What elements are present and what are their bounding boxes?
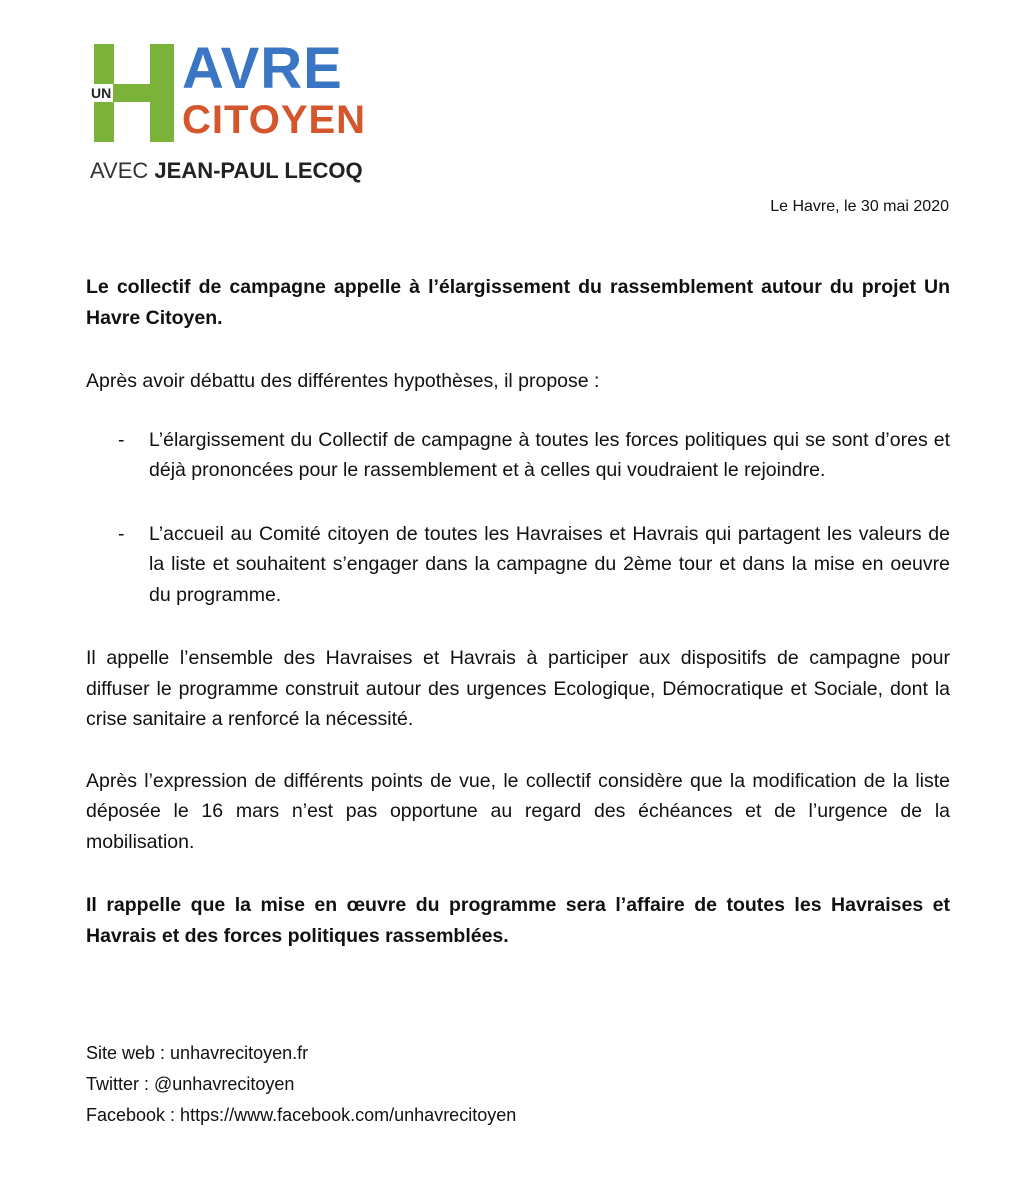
logo-name: JEAN-PAUL LECOQ: [154, 158, 363, 183]
contact-block: [86, 1038, 516, 1131]
contact-site: Site web : unhavrecitoyen.fr: [86, 1043, 309, 1063]
list-item: - L’élargissement du Collectif de campagne à toutes les forces politiques qui se sont d’ores et déjà prononcées pour le rassemblement et à celles qui voudraient le rejoindre.: [149, 425, 950, 486]
logo-subtitle: [90, 158, 363, 184]
views-paragraph: Après l’expression de différents points de vue, le collectif considère que la modification de la liste déposée le 16 mars n’est pas opportune au regard des échéances et de l’urgence de la mobilisation.: [86, 769, 950, 853]
contact-twitter: Twitter : @unhavrecitoyen: [86, 1074, 295, 1094]
intro-paragraph: Après avoir débattu des différentes hypothèses, il propose :: [86, 370, 600, 392]
document-date: Le Havre, le 30 mai 2020: [770, 198, 949, 215]
contact-facebook: Facebook : https://www.facebook.com/unhavrecitoyen: [86, 1105, 517, 1125]
logo-avec: AVEC: [90, 158, 149, 183]
logo-un: UN: [91, 85, 112, 101]
call-paragraph: Il appelle l’ensemble des Havraises et Havrais à participer aux dispositifs de campagne pour diffuser le programme construit autour des urgences Ecologique, Démocratique et Sociale, dont la crise sanitaire a renforcé la nécessité.: [86, 647, 950, 730]
list-item: - L’accueil au Comité citoyen de toutes les Havraises et Havrais qui partagent les valeurs de la liste et souhaitent s’engager dans la campagne du 2ème tour et dans la mise en oeuvre du programme.: [149, 519, 950, 611]
logo: [90, 36, 390, 184]
conclusion-paragraph: Il rappelle que la mise en œuvre du programme sera l’affaire de toutes les Havraises et Havrais et des forces politiques rassemblées.: [86, 894, 950, 947]
proposal-list: [86, 425, 950, 611]
document-title: Le collectif de campagne appelle à l’élargissement du rassemblement autour du projet Un Havre Citoyen.: [86, 276, 950, 329]
document-body: [86, 272, 950, 951]
logo-citoyen: CITOYEN: [182, 98, 367, 142]
logo-havre: AVRE: [182, 36, 343, 101]
